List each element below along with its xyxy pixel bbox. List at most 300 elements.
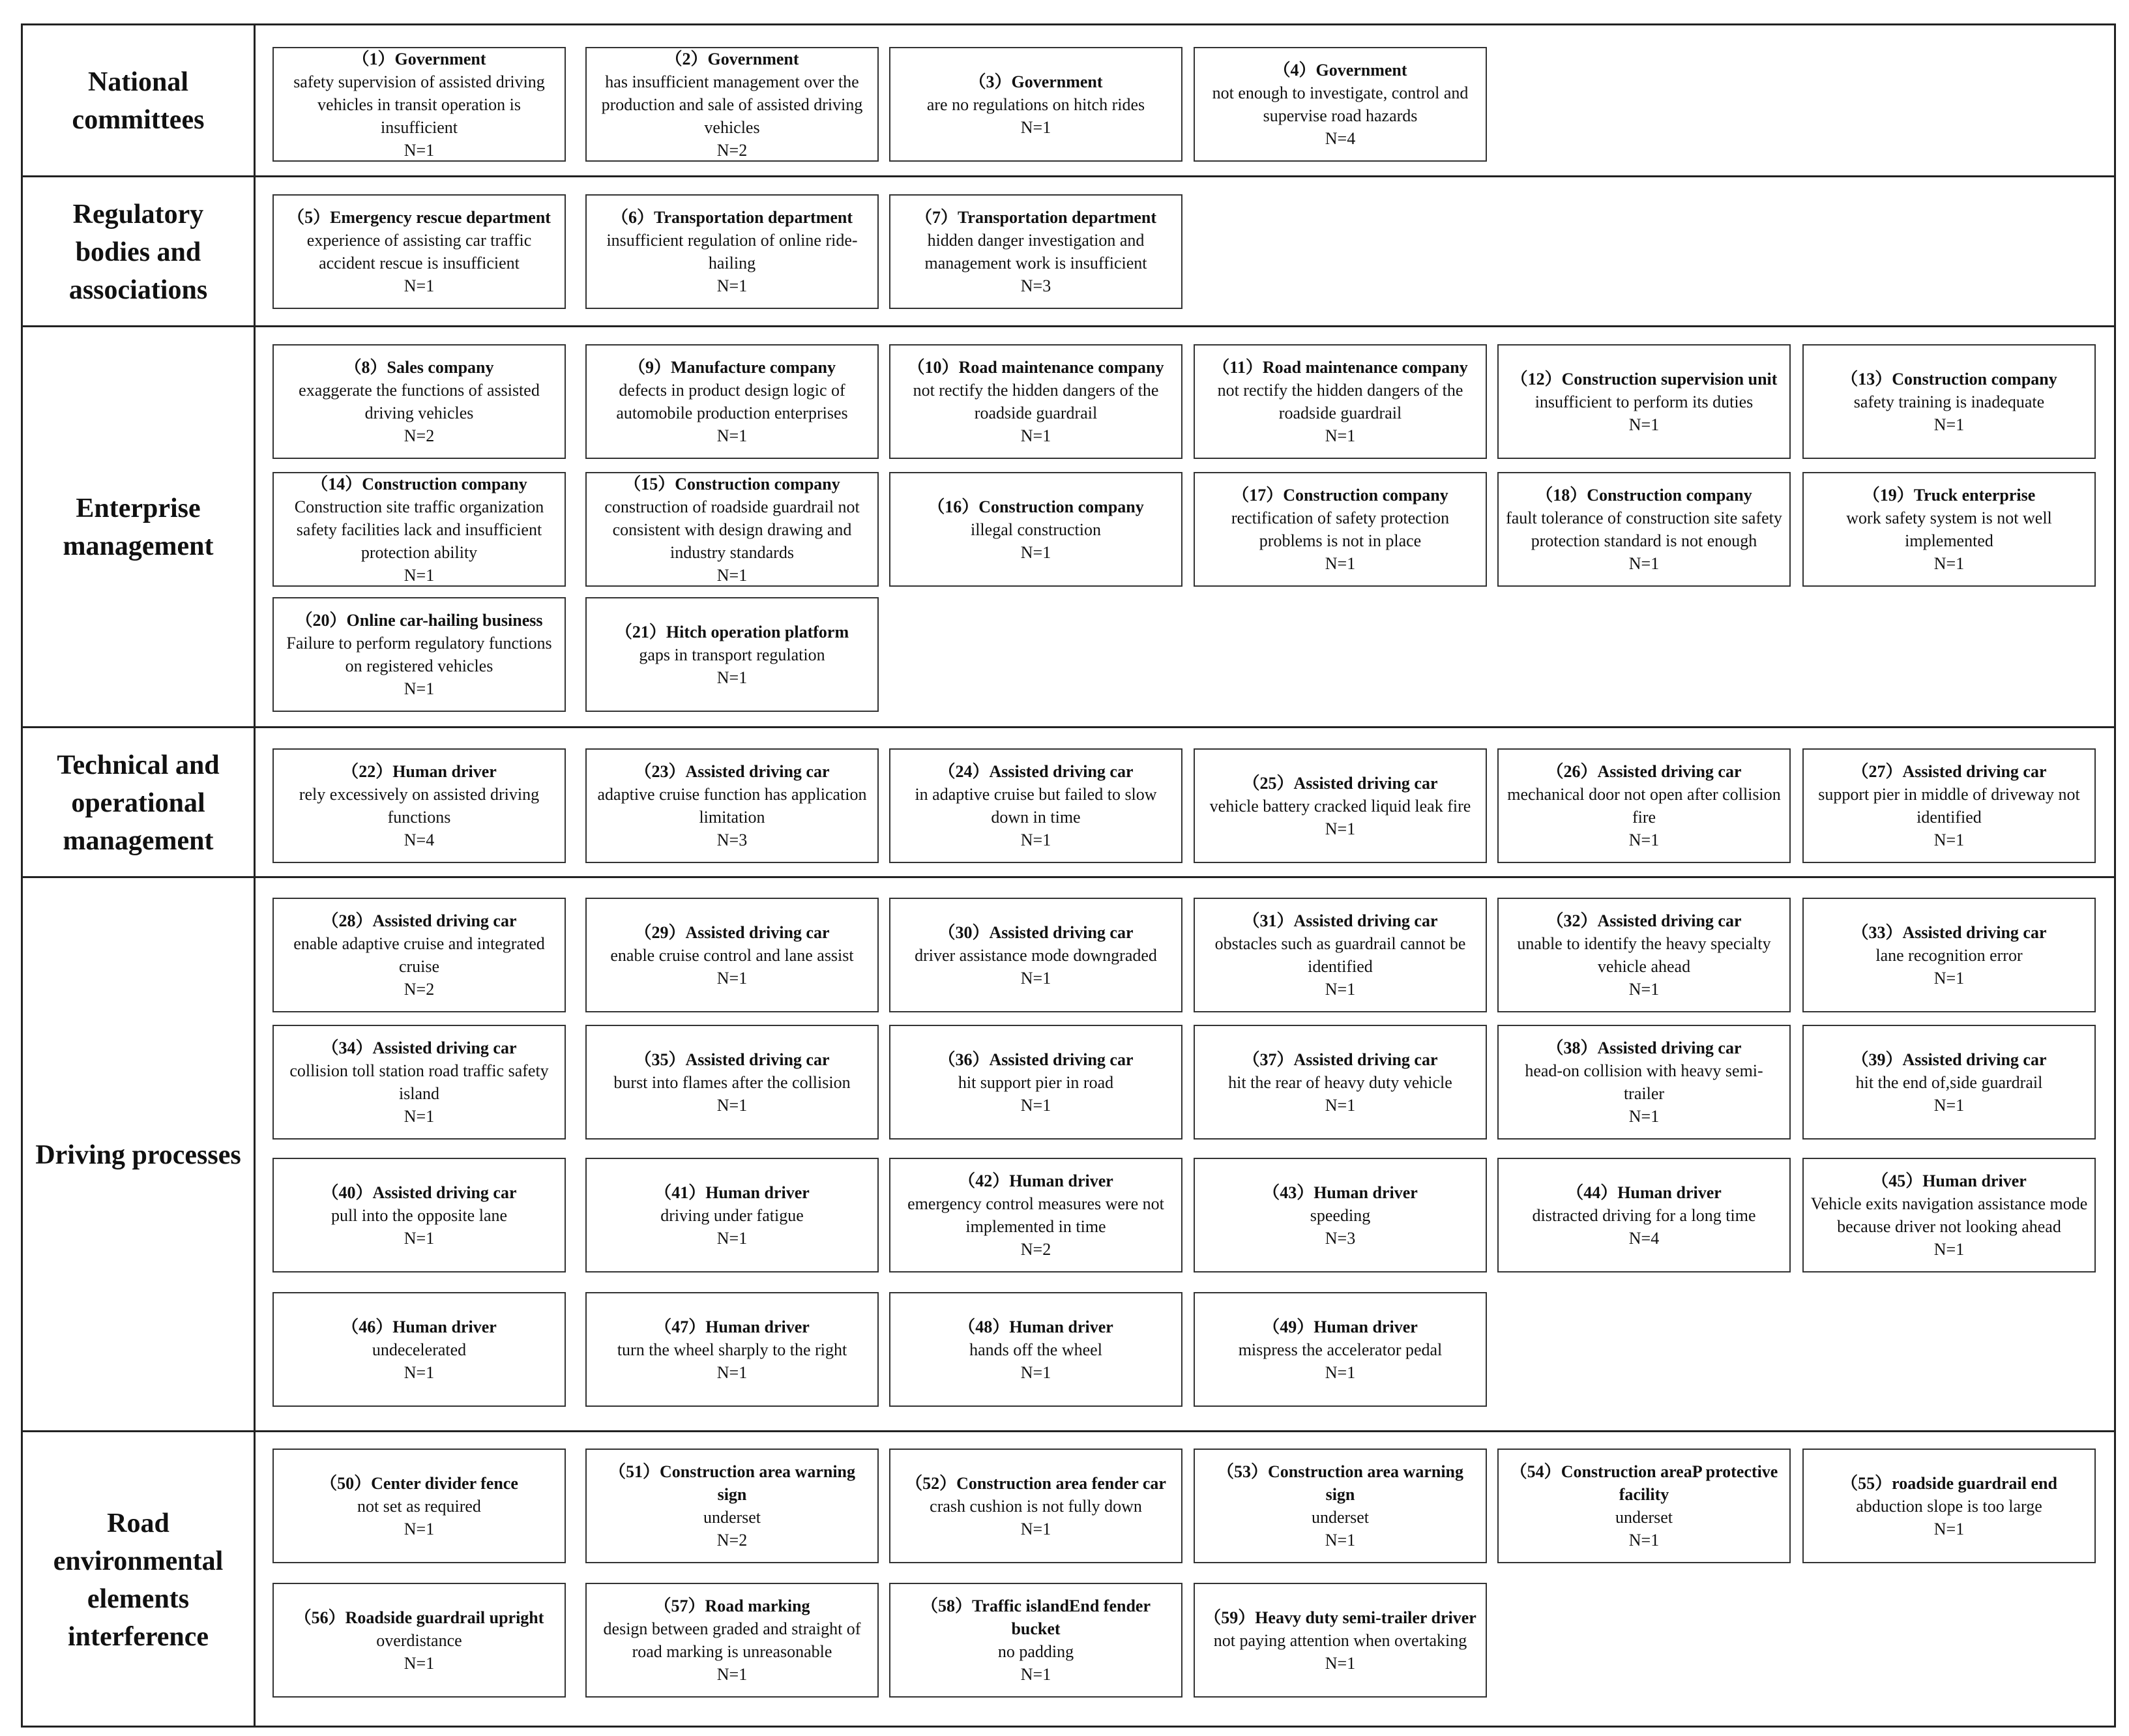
factor-actor: Assisted driving car: [1902, 762, 2047, 781]
factor-actor: Assisted driving car: [989, 1050, 1134, 1069]
factor-number: 28: [338, 911, 356, 930]
factor-box-21: [585, 597, 879, 712]
factor-box-3: [889, 47, 1182, 162]
factor-count: N=1: [1325, 426, 1356, 445]
factor-count: N=2: [404, 426, 435, 445]
factor-description: pull into the opposite lane: [330, 1205, 508, 1225]
factor-title: （10）Road maintenance company: [907, 358, 1164, 377]
factor-count: N=1: [404, 565, 435, 585]
factor-title: （31）Assisted driving car: [1242, 911, 1438, 930]
factor-title: （14）Construction company: [311, 474, 527, 493]
row-separator: [21, 1430, 2116, 1432]
factor-number: 10: [924, 358, 942, 377]
factor-title: （5）Emergency rescue department: [287, 208, 551, 227]
factor-description: no padding: [997, 1642, 1074, 1661]
factor-description: underset: [1311, 1508, 1370, 1527]
factor-description: not enough to investigate, control and supervise road hazards: [1212, 83, 1469, 125]
factor-actor: Government: [1315, 61, 1407, 80]
factor-count: N=3: [1020, 276, 1051, 295]
factor-description: Failure to perform regulatory functions on registered vehicles: [286, 634, 552, 675]
factor-number: 54: [1527, 1462, 1544, 1481]
category-label-road: Road environmental elements interference: [53, 1508, 224, 1652]
factor-number: 33: [1868, 922, 1886, 942]
factor-actor: Construction supervision unit: [1561, 369, 1778, 389]
factor-title: （24）Assisted driving car: [938, 762, 1134, 781]
factor-box-14: [272, 472, 566, 587]
factor-actor: Human driver: [1314, 1317, 1418, 1336]
factor-title: （59）Heavy duty semi-trailer driver: [1204, 1608, 1476, 1627]
factor-number: 53: [1234, 1462, 1252, 1481]
factor-actor: Human driver: [1009, 1317, 1113, 1336]
factor-title: （32）Assisted driving car: [1546, 911, 1742, 930]
factor-actor: Assisted driving car: [1293, 773, 1438, 793]
factor-description: hands off the wheel: [969, 1340, 1102, 1359]
factor-number: 7: [932, 208, 941, 227]
factor-box-59: [1194, 1583, 1487, 1698]
factor-box-52: [889, 1449, 1182, 1563]
row-separator: [21, 175, 2116, 177]
factor-box-32: [1497, 898, 1791, 1012]
factor-description: fault tolerance of construction site safety protection standard is not enough: [1506, 508, 1782, 550]
factor-description: not set as required: [357, 1496, 481, 1516]
factor-box-44: [1497, 1158, 1791, 1273]
factor-box-35: [585, 1025, 879, 1140]
row-separator: [21, 726, 2116, 728]
factor-count: N=1: [1325, 819, 1356, 838]
factor-box-12: [1497, 344, 1791, 459]
factor-title: （15）Construction company: [624, 474, 840, 493]
factor-actor: Assisted driving car: [989, 922, 1134, 942]
factor-description: enable cruise control and lane assist: [610, 945, 854, 965]
factor-number: 31: [1259, 911, 1277, 930]
factor-title: （2）Government: [665, 49, 799, 68]
factor-actor: Transportation department: [958, 208, 1157, 227]
factor-count: N=1: [1933, 968, 1965, 988]
factor-number: 34: [338, 1038, 356, 1057]
factor-count: N=1: [1628, 831, 1660, 849]
factor-count: N=2: [716, 1531, 748, 1550]
factor-number: 52: [922, 1473, 940, 1493]
factor-number: 21: [632, 622, 649, 641]
factor-description: Construction site traffic organization safety facilities lack and insufficient protection ability: [294, 497, 544, 562]
factor-description: experience of assisting car traffic accident rescue is insufficient: [306, 231, 532, 272]
factor-box-46: [272, 1292, 566, 1407]
factor-title: （53）Construction area warning sign: [1217, 1462, 1463, 1504]
factor-actor: Construction company: [362, 474, 527, 493]
factor-number: 43: [1280, 1183, 1297, 1202]
factor-count: N=4: [404, 831, 435, 849]
factor-box-26: [1497, 748, 1791, 863]
factor-actor: Assisted driving car: [372, 911, 517, 930]
factor-title: （38）Assisted driving car: [1546, 1038, 1742, 1057]
factor-actor: Assisted driving car: [1597, 762, 1742, 781]
factor-actor: Assisted driving car: [1293, 911, 1438, 930]
factor-title: （1）Government: [352, 49, 486, 68]
factor-box-43: [1194, 1158, 1487, 1273]
factor-number: 40: [338, 1183, 356, 1202]
factor-box-54: [1497, 1449, 1791, 1563]
factor-actor: Construction area fender car: [956, 1473, 1166, 1493]
factor-actor: Assisted driving car: [372, 1038, 517, 1057]
factor-box-50: [272, 1449, 566, 1563]
factor-description: hit the end of,side guardrail: [1855, 1072, 2043, 1092]
factor-title: （34）Assisted driving car: [321, 1038, 517, 1057]
factor-actor: Assisted driving car: [685, 1050, 830, 1069]
factor-description: insufficient to perform its duties: [1534, 392, 1754, 411]
factor-actor: Human driver: [705, 1183, 810, 1202]
factor-title: （20）Online car-hailing business: [295, 611, 543, 630]
factor-title: （26）Assisted driving car: [1546, 762, 1742, 781]
factor-count: N=1: [1325, 980, 1356, 999]
factor-description: safety supervision of assisted driving vehicles in transit operation is insufficient: [293, 72, 545, 137]
factor-count: N=1: [716, 1665, 748, 1684]
factor-number: 49: [1280, 1317, 1297, 1336]
factor-actor: Government: [394, 49, 486, 68]
factor-actor: Transportation department: [654, 208, 853, 227]
factor-description: turn the wheel sharply to the right: [617, 1340, 847, 1359]
factor-title: （57）Road marking: [654, 1596, 810, 1615]
factor-box-9: [585, 344, 879, 459]
factor-box-8: [272, 344, 566, 459]
factor-box-40: [272, 1158, 566, 1273]
factor-description: mispress the accelerator pedal: [1238, 1340, 1443, 1359]
factor-number: 58: [938, 1596, 955, 1615]
factor-description: emergency control measures were not implemented in time: [907, 1194, 1164, 1236]
factor-actor: Construction area warning sign: [1268, 1462, 1463, 1504]
factor-description: are no regulations on hitch rides: [926, 95, 1145, 114]
factor-count: N=1: [404, 1653, 435, 1673]
factor-count: N=1: [404, 140, 435, 160]
factor-description: rely excessively on assisted driving functions: [299, 785, 540, 827]
factor-title: （50）Center divider fence: [320, 1473, 518, 1493]
factor-actor: Construction company: [675, 474, 840, 493]
factor-box-56: [272, 1583, 566, 1698]
factor-description: overdistance: [376, 1630, 462, 1650]
factor-box-29: [585, 898, 879, 1012]
factor-title: （52）Construction area fender car: [905, 1473, 1166, 1493]
category-label-regulatory: Regulatory bodies and associations: [68, 199, 208, 305]
factor-box-55: [1802, 1449, 2096, 1563]
factor-count: N=1: [716, 276, 748, 295]
factor-count: N=1: [1325, 1653, 1356, 1673]
factor-box-39: [1802, 1025, 2096, 1140]
factor-title: （27）Assisted driving car: [1851, 762, 2047, 781]
factor-box-19: [1802, 472, 2096, 587]
factor-actor: Assisted driving car: [1902, 1050, 2047, 1069]
factor-count: N=1: [404, 1228, 435, 1248]
row-separator: [21, 325, 2116, 327]
factor-number: 47: [671, 1317, 689, 1336]
factor-number: 18: [1553, 486, 1570, 505]
factor-number: 24: [955, 762, 973, 781]
factor-box-34: [272, 1025, 566, 1140]
factor-box-53: [1194, 1449, 1487, 1563]
factor-box-4: [1194, 47, 1487, 162]
factor-actor: Human driver: [705, 1317, 810, 1336]
factor-title: （39）Assisted driving car: [1851, 1050, 2047, 1069]
factor-description: driving under fatigue: [660, 1205, 804, 1225]
factor-count: N=3: [716, 831, 748, 849]
factor-title: （25）Assisted driving car: [1242, 773, 1438, 793]
factor-box-31: [1194, 898, 1487, 1012]
factor-description: enable adaptive cruise and integrated cruise: [293, 934, 545, 976]
factor-description: illegal construction: [970, 520, 1101, 539]
factor-count: N=1: [1020, 1665, 1051, 1684]
factor-box-41: [585, 1158, 879, 1273]
factor-count: N=1: [716, 565, 748, 585]
factor-title: （58）Traffic islandEnd fender bucket: [920, 1596, 1151, 1638]
factor-number: 46: [359, 1317, 376, 1336]
factor-title: （45）Human driver: [1872, 1171, 2027, 1190]
factor-count: N=1: [716, 668, 748, 687]
factor-title: （30）Assisted driving car: [938, 922, 1134, 942]
factor-actor: Assisted driving car: [372, 1183, 517, 1202]
factor-box-36: [889, 1025, 1182, 1140]
factor-number: 1: [369, 49, 378, 68]
factor-description: speeding: [1310, 1205, 1371, 1225]
factor-description: undecelerated: [372, 1340, 467, 1359]
factor-count: N=1: [1020, 117, 1051, 137]
factor-description: head-on collision with heavy semi-trailer: [1525, 1061, 1763, 1103]
factor-number: 37: [1259, 1050, 1277, 1069]
factor-count: N=1: [1020, 426, 1051, 445]
factor-title: （19）Truck enterprise: [1862, 486, 2036, 505]
factor-count: N=1: [1325, 554, 1356, 573]
factor-box-49: [1194, 1292, 1487, 1407]
factor-actor: Assisted driving car: [989, 762, 1134, 781]
factor-description: support pier in middle of driveway not identified: [1818, 785, 2080, 827]
factor-count: N=1: [1933, 1240, 1965, 1259]
factor-description: unable to identify the heavy specialty vehicle ahead: [1517, 934, 1771, 976]
factor-actor: Assisted driving car: [1597, 911, 1742, 930]
factor-title: （29）Assisted driving car: [634, 922, 830, 942]
factor-number: 38: [1563, 1038, 1581, 1057]
factor-title: （23）Assisted driving car: [634, 762, 830, 781]
factor-description: rectification of safety protection problems is not in place: [1231, 508, 1450, 550]
factor-count: N=1: [1628, 554, 1660, 573]
factor-box-33: [1802, 898, 2096, 1012]
factor-actor: Construction area warning sign: [660, 1462, 855, 1504]
factor-description: underset: [1615, 1508, 1673, 1527]
factor-number: 23: [651, 762, 669, 781]
factor-description: insufficient regulation of online ride-hailing: [606, 231, 858, 272]
factor-title: （12）Construction supervision unit: [1510, 369, 1778, 389]
factor-actor: Online car-hailing business: [346, 611, 543, 630]
factor-actor: Emergency rescue department: [330, 208, 551, 227]
factor-count: N=4: [1325, 129, 1356, 148]
factor-title: （4）Government: [1273, 61, 1407, 80]
factor-description: has insufficient management over the production and sale of assisted driving vehicles: [601, 72, 863, 137]
factor-count: N=1: [404, 276, 435, 295]
factor-actor: Road marking: [705, 1596, 810, 1615]
factor-description: exaggerate the functions of assisted driving vehicles: [299, 381, 540, 422]
factor-count: N=1: [716, 968, 748, 988]
factor-description: adaptive cruise function has application limitation: [597, 785, 867, 827]
factor-description: in adaptive cruise but failed to slow down in time: [915, 785, 1157, 827]
factor-number: 42: [975, 1171, 993, 1190]
factor-box-20: [272, 597, 566, 712]
factor-actor: Construction company: [978, 497, 1144, 516]
factor-number: 51: [626, 1462, 643, 1481]
factor-box-37: [1194, 1025, 1487, 1140]
factor-count: N=1: [1020, 831, 1051, 849]
factor-box-47: [585, 1292, 879, 1407]
factor-description: hidden danger investigation and management work is insufficient: [924, 231, 1147, 272]
factor-number: 45: [1888, 1171, 1906, 1190]
factor-title: （13）Construction company: [1841, 369, 2057, 389]
factor-count: N=1: [1020, 1095, 1051, 1115]
factor-count: N=2: [716, 140, 748, 160]
factor-description: safety training is inadequate: [1853, 392, 2045, 411]
factor-number: 30: [955, 922, 973, 942]
factor-title: （8）Sales company: [344, 358, 494, 377]
factor-actor: Assisted driving car: [1293, 1050, 1438, 1069]
factor-count: N=1: [1628, 980, 1660, 999]
factor-description: underset: [703, 1508, 761, 1527]
factor-description: not rectify the hidden dangers of the roadside guardrail: [1217, 381, 1463, 422]
factor-description: design between graded and straight of road marking is unreasonable: [603, 1619, 861, 1661]
factor-title: （36）Assisted driving car: [938, 1050, 1134, 1069]
factor-description: gaps in transport regulation: [639, 645, 825, 664]
factor-box-28: [272, 898, 566, 1012]
factor-number: 13: [1858, 369, 1875, 389]
factor-actor: Human driver: [1617, 1183, 1722, 1202]
factor-number: 5: [304, 208, 314, 227]
factor-actor: Construction company: [1283, 486, 1448, 505]
factor-title: （11）Road maintenance company: [1212, 358, 1468, 377]
factor-title: （46）Human driver: [342, 1317, 497, 1336]
factor-number: 12: [1527, 369, 1545, 389]
factor-count: N=1: [1933, 1095, 1965, 1115]
factor-count: N=1: [716, 426, 748, 445]
factor-number: 55: [1858, 1473, 1875, 1493]
factor-box-15: [585, 472, 879, 587]
factor-count: N=1: [404, 1107, 435, 1126]
factor-title: （54）Construction areaP protective facility: [1510, 1462, 1778, 1504]
factor-number: 14: [328, 474, 345, 493]
factor-title: （35）Assisted driving car: [634, 1050, 830, 1069]
factor-actor: Hitch operation platform: [666, 622, 849, 641]
factor-title: （56）Roadside guardrail upright: [294, 1608, 544, 1627]
factor-box-18: [1497, 472, 1791, 587]
factor-count: N=1: [716, 1095, 748, 1115]
factor-actor: Government: [707, 49, 799, 68]
factor-actor: Manufacture company: [671, 358, 836, 377]
factor-box-24: [889, 748, 1182, 863]
factor-number: 2: [682, 49, 691, 68]
factor-number: 35: [651, 1050, 669, 1069]
factor-actor: Government: [1011, 72, 1103, 91]
factor-box-5: [272, 194, 566, 309]
factor-box-2: [585, 47, 879, 162]
factor-count: N=1: [404, 679, 435, 698]
factor-number: 44: [1583, 1183, 1601, 1202]
factor-title: （49）Human driver: [1263, 1317, 1418, 1336]
factor-description: driver assistance mode downgraded: [915, 945, 1157, 965]
factor-description: crash cushion is not fully down: [930, 1496, 1142, 1516]
factor-count: N=1: [1628, 1107, 1660, 1126]
factor-actor: Roadside guardrail upright: [345, 1608, 544, 1627]
factor-count: N=1: [1325, 1531, 1356, 1550]
factor-number: 20: [312, 611, 330, 630]
factor-number: 6: [628, 208, 637, 227]
factor-box-7: [889, 194, 1182, 309]
factor-title: （47）Human driver: [654, 1317, 810, 1336]
factor-number: 15: [641, 474, 658, 493]
factor-description: burst into flames after the collision: [613, 1072, 851, 1092]
factor-actor: Human driver: [392, 1317, 497, 1336]
factor-count: N=1: [1325, 1095, 1356, 1115]
factor-description: lane recognition error: [1875, 945, 2023, 965]
factor-actor: Human driver: [392, 762, 497, 781]
factor-count: N=1: [1933, 1519, 1965, 1538]
factor-title: （3）Government: [969, 72, 1103, 91]
factor-number: 3: [986, 72, 995, 91]
factor-description: not rectify the hidden dangers of the roadside guardrail: [913, 381, 1159, 422]
factor-number: 27: [1868, 762, 1886, 781]
factor-actor: Construction company: [1892, 369, 2057, 389]
factor-count: N=1: [404, 1362, 435, 1382]
factor-actor: Assisted driving car: [685, 762, 830, 781]
factor-number: 11: [1229, 358, 1246, 377]
factor-actor: Assisted driving car: [1902, 922, 2047, 942]
factor-box-51: [585, 1449, 879, 1563]
factor-count: N=1: [1933, 415, 1965, 434]
factor-title: （41）Human driver: [654, 1183, 810, 1202]
factor-count: N=1: [1628, 415, 1660, 434]
category-label-technical: Technical and operational management: [57, 750, 220, 856]
factor-title: （28）Assisted driving car: [321, 911, 517, 930]
factor-number: 56: [311, 1608, 329, 1627]
factor-description: hit support pier in road: [958, 1072, 1114, 1092]
factor-box-22: [272, 748, 566, 863]
factor-count: N=4: [1628, 1228, 1660, 1248]
category-label-enterprise: Enterprise management: [63, 493, 214, 561]
factor-count: N=1: [716, 1362, 748, 1382]
factor-number: 4: [1290, 61, 1299, 80]
factor-description: construction of roadside guardrail not consistent with design drawing and industry standards: [604, 497, 860, 562]
factor-number: 26: [1563, 762, 1581, 781]
factor-title: （33）Assisted driving car: [1851, 922, 2047, 942]
factor-number: 32: [1563, 911, 1581, 930]
factor-title: （55）roadside guardrail end: [1841, 1473, 2057, 1493]
factor-description: Vehicle exits navigation assistance mode because driver not looking ahead: [1810, 1194, 2088, 1236]
factor-number: 36: [955, 1050, 973, 1069]
factor-box-58: [889, 1583, 1182, 1698]
factor-actor: Sales company: [387, 358, 494, 377]
factor-title: （37）Assisted driving car: [1242, 1050, 1438, 1069]
factor-description: vehicle battery cracked liquid leak fire: [1209, 796, 1471, 816]
factor-number: 50: [337, 1473, 355, 1493]
factor-count: N=1: [404, 1519, 435, 1538]
factor-box-42: [889, 1158, 1182, 1273]
factor-count: N=3: [1325, 1228, 1356, 1248]
factor-title: （48）Human driver: [958, 1317, 1113, 1336]
factor-description: mechanical door not open after collision fire: [1507, 785, 1781, 827]
factor-count: N=1: [1020, 1519, 1051, 1538]
factor-actor: Traffic islandEnd fender bucket: [972, 1596, 1151, 1638]
factor-count: N=2: [1020, 1240, 1051, 1259]
factor-number: 57: [671, 1596, 688, 1615]
factor-box-25: [1194, 748, 1487, 863]
factor-count: N=1: [1933, 831, 1965, 849]
factor-box-48: [889, 1292, 1182, 1407]
factor-description: work safety system is not well implemented: [1846, 508, 2052, 550]
factor-count: N=1: [1933, 554, 1965, 573]
factor-box-17: [1194, 472, 1487, 587]
factor-box-45: [1802, 1158, 2096, 1273]
factor-count: N=1: [716, 1228, 748, 1248]
